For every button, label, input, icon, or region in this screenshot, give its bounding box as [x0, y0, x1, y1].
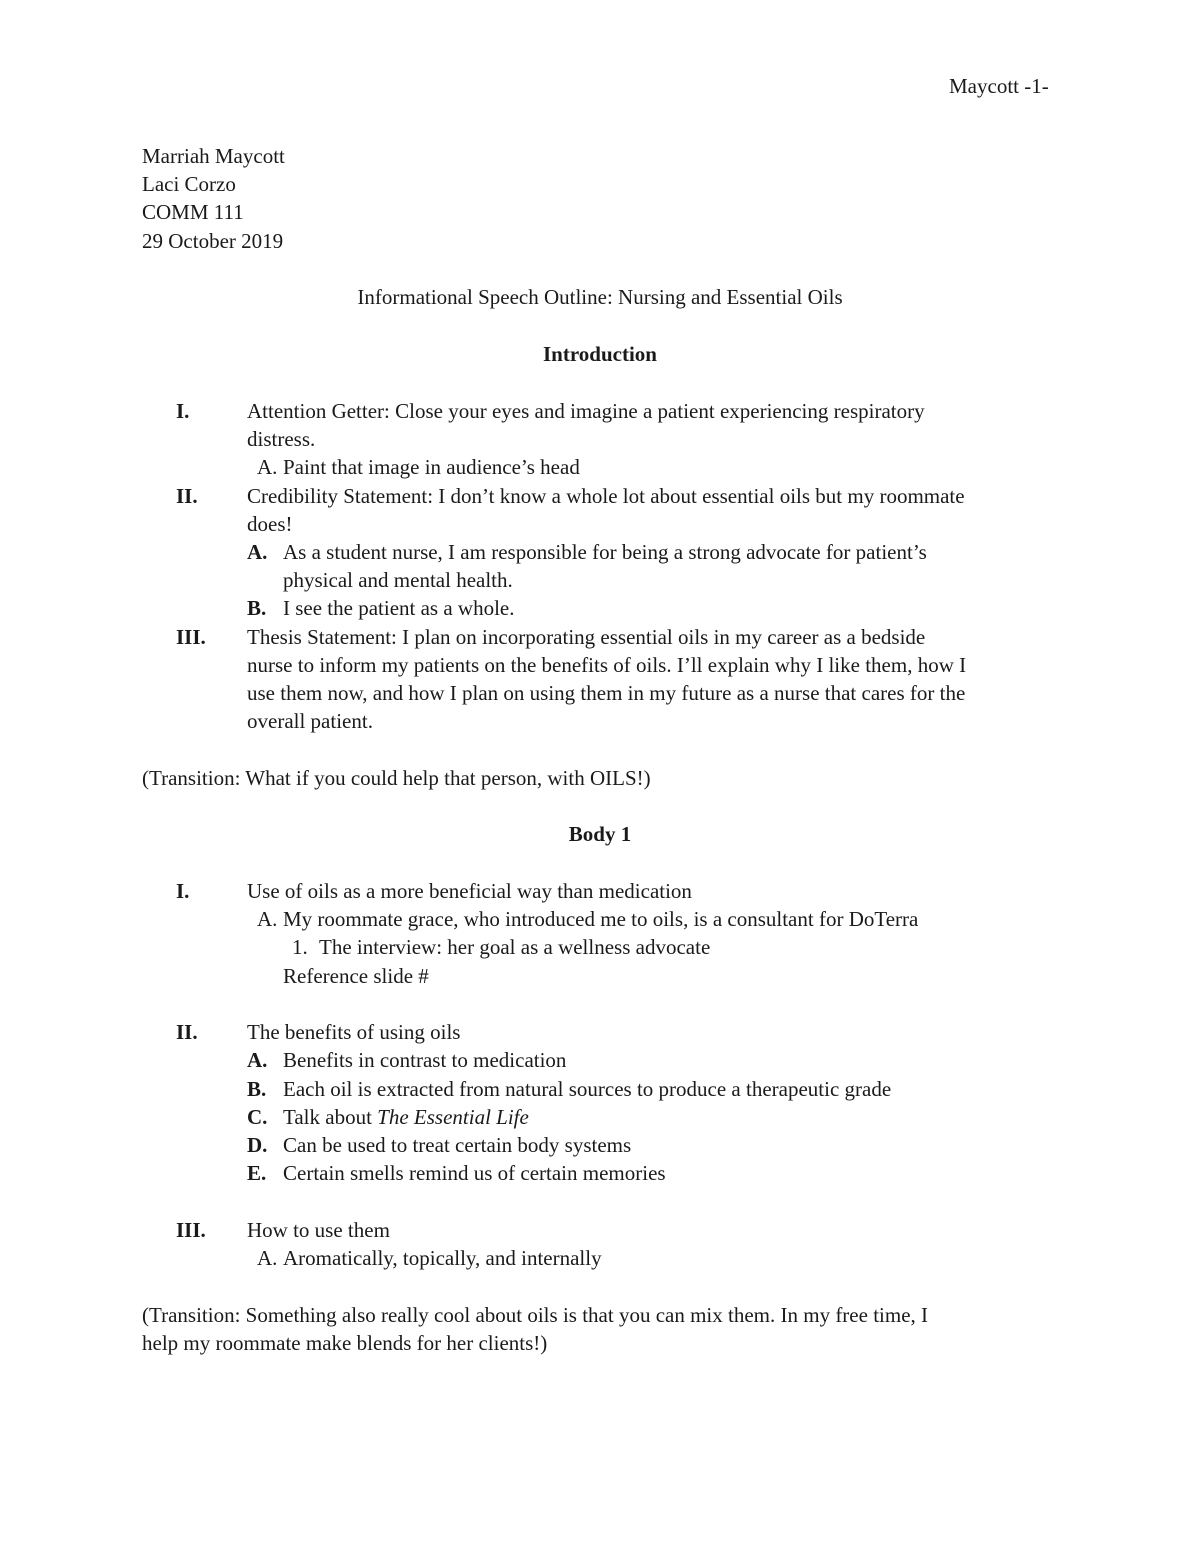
- document-title: Informational Speech Outline: Nursing and Essential Oils: [357, 285, 843, 309]
- body1-numeral-1: I.: [176, 879, 190, 903]
- body1-sub-item: Certain smells remind us of certain memories: [283, 1161, 666, 1185]
- thesis-line: nurse to inform my patients on the benefits of oils. I’ll explain why I like them, how I: [247, 653, 967, 677]
- book-mention-prefix: Talk about: [283, 1105, 378, 1129]
- body1-subsub-number: 1.: [292, 935, 308, 959]
- body1-sub-letter: A.: [257, 907, 278, 931]
- book-title: The Essential Life: [377, 1105, 529, 1129]
- intro-sub-letter: B.: [247, 596, 267, 620]
- body1-sub-item: Can be used to treat certain body systems: [283, 1133, 632, 1157]
- intro-sub-item: Paint that image in audience’s head: [283, 455, 580, 479]
- document-date: 29 October 2019: [142, 229, 284, 253]
- body1-sub-letter: A.: [257, 1246, 278, 1270]
- thesis-line: use them now, and how I plan on using them in my future as a nurse that cares for the: [247, 681, 966, 705]
- body1-sub-letter: C.: [247, 1105, 268, 1129]
- body1-item: How to use them: [247, 1218, 390, 1242]
- thesis-line: overall patient.: [247, 709, 373, 733]
- transition-text: (Transition: Something also really cool about oils is that you can mix them. In my free time, I: [142, 1303, 929, 1327]
- intro-item-2-line: Credibility Statement: I don’t know a whole lot about essential oils but my roommate: [247, 484, 965, 508]
- body1-subsub-item: The interview: her goal as a wellness advocate: [319, 935, 711, 959]
- body1-sub-letter: A.: [247, 1048, 268, 1072]
- body1-sub-letter: D.: [247, 1133, 268, 1157]
- body1-sub-item: My roommate grace, who introduced me to oils, is a consultant for DoTerra: [283, 907, 919, 931]
- intro-numeral-1: I.: [176, 399, 190, 423]
- student-name: Marriah Maycott: [142, 144, 285, 168]
- reference-note: Reference slide #: [283, 964, 429, 988]
- body1-sub-item: Aromatically, topically, and internally: [283, 1246, 602, 1270]
- page-number-header: Maycott -1-: [949, 74, 1049, 98]
- intro-sub-item: As a student nurse, I am responsible for being a strong advocate for patient’s: [283, 540, 927, 564]
- intro-numeral-3: III.: [176, 625, 206, 649]
- body1-numeral-3: III.: [176, 1218, 206, 1242]
- intro-item-2-line: does!: [247, 512, 293, 536]
- intro-sub-letter: A.: [247, 540, 268, 564]
- body1-heading: Body 1: [568, 822, 632, 846]
- instructor-name: Laci Corzo: [142, 172, 236, 196]
- transition-text: help my roommate make blends for her clients!): [142, 1331, 548, 1355]
- body1-sub-item: [283, 1103, 529, 1132]
- thesis-line: Thesis Statement: I plan on incorporating essential oils in my career as a bedside: [247, 625, 926, 649]
- body1-item: The benefits of using oils: [247, 1020, 461, 1044]
- transition-text: (Transition: What if you could help that person, with OILS!): [142, 766, 651, 790]
- intro-sub-item: I see the patient as a whole.: [283, 596, 515, 620]
- body1-sub-item: Benefits in contrast to medication: [283, 1048, 567, 1072]
- body1-numeral-2: II.: [176, 1020, 198, 1044]
- body1-sub-item: Each oil is extracted from natural sources to produce a therapeutic grade: [283, 1077, 892, 1101]
- intro-item-1-line: Attention Getter: Close your eyes and imagine a patient experiencing respiratory: [247, 399, 925, 423]
- intro-sub-item: physical and mental health.: [283, 568, 513, 592]
- introduction-heading: Introduction: [543, 342, 657, 366]
- intro-sub-letter: A.: [257, 455, 278, 479]
- body1-sub-letter: E.: [247, 1161, 267, 1185]
- course-name: COMM 111: [142, 200, 244, 224]
- body1-item: Use of oils as a more beneficial way than medication: [247, 879, 692, 903]
- body1-sub-letter: B.: [247, 1077, 267, 1101]
- intro-numeral-2: II.: [176, 484, 198, 508]
- intro-item-1-line: distress.: [247, 427, 316, 451]
